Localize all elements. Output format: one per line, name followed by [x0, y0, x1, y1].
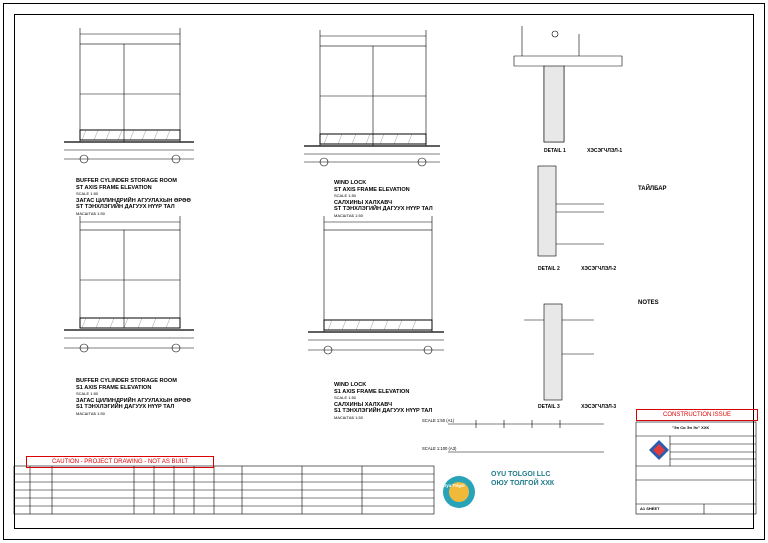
detail-3-number: 3 [556, 404, 560, 410]
title-block-client: "Эн Си Эн Эс" ХХК [672, 425, 709, 430]
notes-heading-mn: ТАЙЛБАР [638, 186, 667, 192]
construction-issue-banner: CONSTRUCTION ISSUE [636, 409, 758, 421]
logo-text: Oyu Tolgoi [443, 483, 465, 488]
wind-bottom-title [334, 382, 432, 422]
caution-banner: CAUTION - PROJECT DRAWING - NOT AS BUILT [26, 456, 214, 468]
detail-3-mn: ХЭСЭГЧЛЭЛ-3 [581, 404, 617, 410]
notes-heading: NOTES [638, 300, 659, 306]
wind-top-title [334, 180, 433, 220]
wind-bottom-scale-mn: МАСШТАБ 1:50 [334, 414, 363, 420]
buffer-bottom-subtitle-mn: S1 ТЭНХЛЭГИЙН ДАГУУХ НҮҮР ТАЛ [76, 404, 175, 411]
wind-top-subtitle-en: ST AXIS FRAME ELEVATION [334, 186, 410, 193]
detail-1-mn: ХЭСЭГЧЛЭЛ-1 [587, 148, 623, 154]
buffer-bottom-title-en: BUFFER CYLINDER STORAGE ROOM [76, 378, 177, 384]
buffer-bottom-scale: SCALE 1:50 [76, 391, 99, 397]
wind-bottom-subtitle-en: S1 AXIS FRAME ELEVATION [334, 388, 410, 395]
buffer-top-title [76, 178, 191, 218]
wind-top-scale: SCALE 1:50 [334, 193, 357, 199]
buffer-bottom-subtitle-en: S1 AXIS FRAME ELEVATION [76, 384, 152, 391]
scale-bar-a: SCALE 1:50 (A1) [422, 418, 455, 423]
wind-bottom-title-en: WIND LOCK [334, 382, 367, 388]
wind-top-title-mn: САЛХИНЫ ХАЛХАВЧ [334, 199, 393, 206]
scale-bar-b: SCALE 1:100 (A3) [422, 446, 457, 451]
detail-2-number: 2 [556, 266, 560, 272]
detail-2-mn: ХЭСЭГЧЛЭЛ-2 [581, 266, 617, 272]
company-name-en: OYU TOLGOI LLC [491, 471, 551, 478]
drawing-sheet [3, 3, 765, 540]
buffer-top-subtitle-en: ST AXIS FRAME ELEVATION [76, 184, 152, 191]
buffer-bottom-title-mn: ЗАГАС ЦИЛИНДРИЙН АГУУЛАХЫН ӨРӨӨ [76, 397, 191, 404]
buffer-top-title-en: BUFFER CYLINDER STORAGE ROOM [76, 178, 177, 184]
buffer-top-subtitle-mn: ST ТЭНХЛЭГИЙН ДАГУУХ НҮҮР ТАЛ [76, 204, 175, 211]
detail-1-label [544, 148, 622, 154]
detail-1-word: DETAIL [544, 148, 562, 154]
buffer-top-scale: SCALE 1:50 [76, 191, 99, 197]
detail-2-label [538, 266, 616, 272]
buffer-bottom-title [76, 378, 191, 418]
wind-bottom-subtitle-mn: S1 ТЭНХЛЭГИЙН ДАГУУХ НҮҮР ТАЛ [334, 408, 433, 415]
detail-2-word: DETAIL [538, 266, 556, 272]
wind-bottom-title-mn: САЛХИНЫ ХАЛХАВЧ [334, 401, 393, 408]
buffer-bottom-scale-mn: МАСШТАБ 1:50 [76, 410, 105, 416]
buffer-top-title-mn: ЗАГАС ЦИЛИНДРИЙН АГУУЛАХЫН ӨРӨӨ [76, 197, 191, 204]
detail-1-number: 1 [562, 148, 566, 154]
company-name-mn: ОЮУ ТОЛГОЙ ХХК [491, 480, 555, 487]
oyu-tolgoi-logo [437, 469, 487, 515]
sheet-size: А1 SHEET [640, 506, 660, 511]
buffer-top-scale-mn: МАСШТАБ 1:50 [76, 210, 105, 216]
wind-top-title-en: WIND LOCK [334, 180, 367, 186]
detail-3-word: DETAIL [538, 404, 556, 410]
wind-top-subtitle-mn: ST ТЭНХЛЭГИЙН ДАГУУХ НҮҮР ТАЛ [334, 206, 433, 213]
detail-3-label [538, 404, 616, 410]
wind-top-scale-mn: МАСШТАБ 1:50 [334, 212, 363, 218]
wind-bottom-scale: SCALE 1:50 [334, 395, 357, 401]
